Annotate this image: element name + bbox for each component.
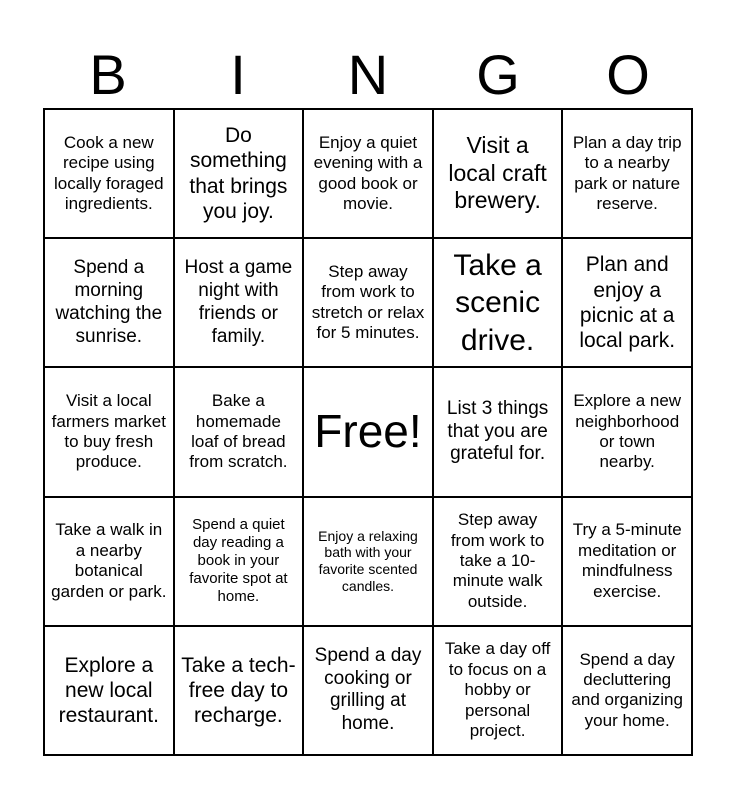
- bingo-cell[interactable]: Explore a new local restaurant.: [44, 626, 174, 755]
- bingo-cell[interactable]: Take a walk in a nearby botanical garden or park.: [44, 497, 174, 626]
- bingo-cell[interactable]: Try a 5-minute meditation or mindfulness exercise.: [562, 497, 692, 626]
- bingo-cell[interactable]: Step away from work to stretch or relax for 5 minutes.: [303, 238, 433, 367]
- title-letter-g: G: [476, 43, 520, 106]
- bingo-cell[interactable]: Spend a day cooking or grilling at home.: [303, 626, 433, 755]
- bingo-cell[interactable]: Plan a day trip to a nearby park or nature reserve.: [562, 109, 692, 238]
- bingo-cell[interactable]: Bake a homemade loaf of bread from scratch.: [174, 367, 304, 496]
- bingo-cell[interactable]: Cook a new recipe using locally foraged ingredients.: [44, 109, 174, 238]
- bingo-cell[interactable]: Explore a new neighborhood or town nearby.: [562, 367, 692, 496]
- bingo-title: [43, 42, 693, 108]
- bingo-cell[interactable]: Spend a day decluttering and organizing your home.: [562, 626, 692, 755]
- bingo-cell[interactable]: Take a scenic drive.: [433, 238, 563, 367]
- bingo-cell[interactable]: Host a game night with friends or family.: [174, 238, 304, 367]
- bingo-cell[interactable]: Spend a quiet day reading a book in your favorite spot at home.: [174, 497, 304, 626]
- free-space-cell[interactable]: Free!: [303, 367, 433, 496]
- bingo-cell[interactable]: Do something that brings you joy.: [174, 109, 304, 238]
- bingo-cell[interactable]: Spend a morning watching the sunrise.: [44, 238, 174, 367]
- bingo-card: [43, 108, 693, 756]
- title-letter-n: N: [347, 43, 389, 106]
- bingo-cell[interactable]: Take a day off to focus on a hobby or personal project.: [433, 626, 563, 755]
- bingo-cell[interactable]: Visit a local craft brewery.: [433, 109, 563, 238]
- bingo-cell[interactable]: Plan and enjoy a picnic at a local park.: [562, 238, 692, 367]
- title-letter-b: B: [89, 43, 127, 106]
- bingo-cell[interactable]: Step away from work to take a 10-minute walk outside.: [433, 497, 563, 626]
- bingo-cell[interactable]: Visit a local farmers market to buy fresh produce.: [44, 367, 174, 496]
- bingo-cell[interactable]: Enjoy a quiet evening with a good book or movie.: [303, 109, 433, 238]
- title-letter-o: O: [606, 43, 650, 106]
- bingo-cell[interactable]: Take a tech-free day to recharge.: [174, 626, 304, 755]
- bingo-cell[interactable]: List 3 things that you are grateful for.: [433, 367, 563, 496]
- title-letter-i: I: [230, 43, 246, 106]
- bingo-cell[interactable]: Enjoy a relaxing bath with your favorite scented candles.: [303, 497, 433, 626]
